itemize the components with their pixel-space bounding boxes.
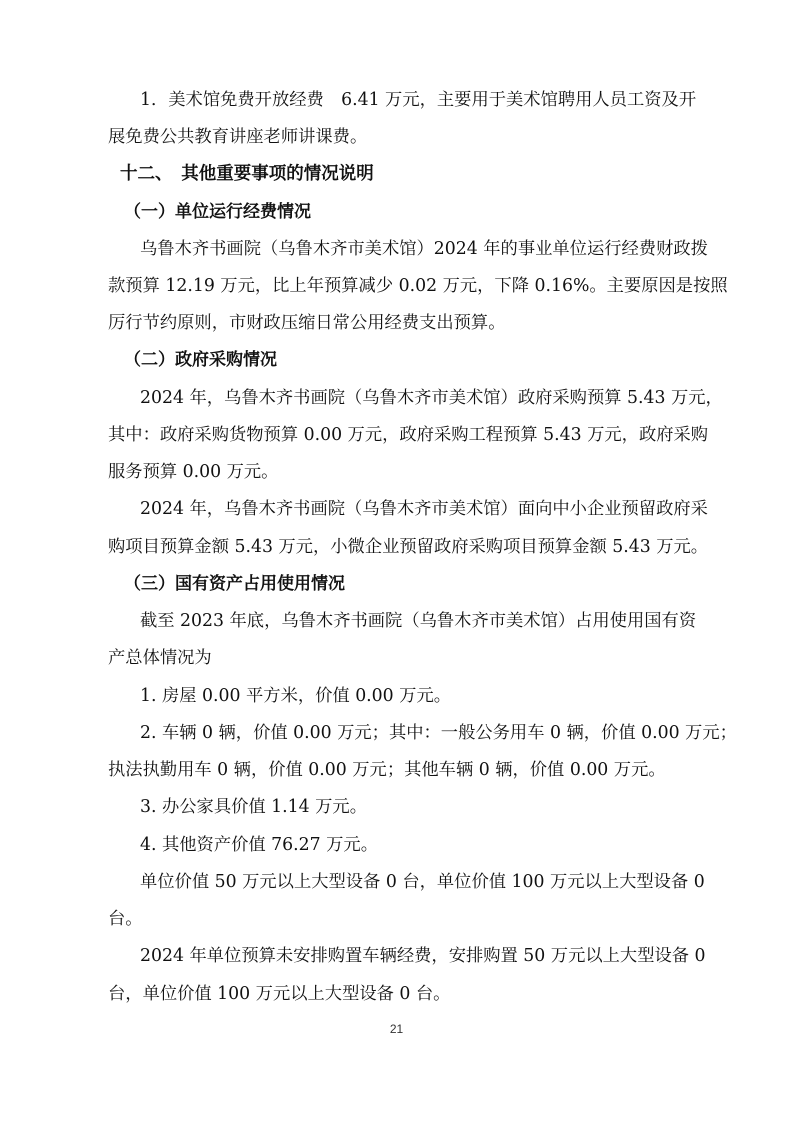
list-item: 3. 办公家具价值 1.14 万元。 <box>140 797 367 817</box>
paragraph-line: 其中：政府采购货物预算 0.00 万元，政府采购工程预算 5.43 万元，政府采购 <box>108 425 709 445</box>
paragraph-line: 展免费公共教育讲座老师讲课费。 <box>108 127 368 147</box>
list-item: 4. 其他资产价值 76.27 万元。 <box>140 835 378 855</box>
paragraph-line: 款预算 12.19 万元，比上年预算减少 0.02 万元，下降 0.16%。主要原因是按照 <box>108 276 728 296</box>
paragraph-line: 2024 年，乌鲁木齐书画院（乌鲁木齐市美术馆）面向中小企业预留政府采 <box>140 499 708 519</box>
paragraph-line: 执法执勤用车 0 辆，价值 0.00 万元；其他车辆 0 辆，价值 0.00 万元。 <box>108 760 666 780</box>
list-item: 1. 房屋 0.00 平方米，价值 0.00 万元。 <box>140 686 452 706</box>
subsection-heading: （一）单位运行经费情况 <box>124 202 311 222</box>
paragraph-line: 2024 年，乌鲁木齐书画院（乌鲁木齐市美术馆）政府采购预算 5.43 万元， <box>140 388 723 408</box>
paragraph-line: 台，单位价值 100 万元以上大型设备 0 台。 <box>108 984 451 1004</box>
paragraph-line: 2024 年单位预算未安排购置车辆经费，安排购置 50 万元以上大型设备 0 <box>140 946 706 966</box>
paragraph-line: 截至 2023 年底，乌鲁木齐书画院（乌鲁木齐市美术馆）占用使用国有资 <box>140 611 697 631</box>
paragraph-line: 台。 <box>108 909 143 929</box>
page-number: 21 <box>389 1022 404 1036</box>
paragraph-line: 1．美术馆免费开放经费 6.41 万元，主要用于美术馆聘用人员工资及开 <box>140 90 697 110</box>
paragraph-line: 厉行节约原则，市财政压缩日常公用经费支出预算。 <box>108 313 506 333</box>
paragraph-line: 购项目预算金额 5.43 万元，小微企业预留政府采购项目预算金额 5.43 万元。 <box>108 537 709 557</box>
list-item: 2. 车辆 0 辆，价值 0.00 万元；其中：一般公务用车 0 辆，价值 0.00 万元； <box>140 723 737 743</box>
paragraph-line: 乌鲁木齐书画院（乌鲁木齐市美术馆）2024 年的事业单位运行经费财政拨 <box>140 239 708 259</box>
paragraph-line: 单位价值 50 万元以上大型设备 0 台，单位价值 100 万元以上大型设备 0 <box>140 872 705 892</box>
paragraph-line: 服务预算 0.00 万元。 <box>108 462 279 482</box>
subsection-heading: （三）国有资产占用使用情况 <box>124 574 345 594</box>
paragraph-line: 产总体情况为 <box>108 648 212 668</box>
subsection-heading: （二）政府采购情况 <box>124 350 277 370</box>
section-heading: 十二、 其他重要事项的情况说明 <box>120 164 374 184</box>
